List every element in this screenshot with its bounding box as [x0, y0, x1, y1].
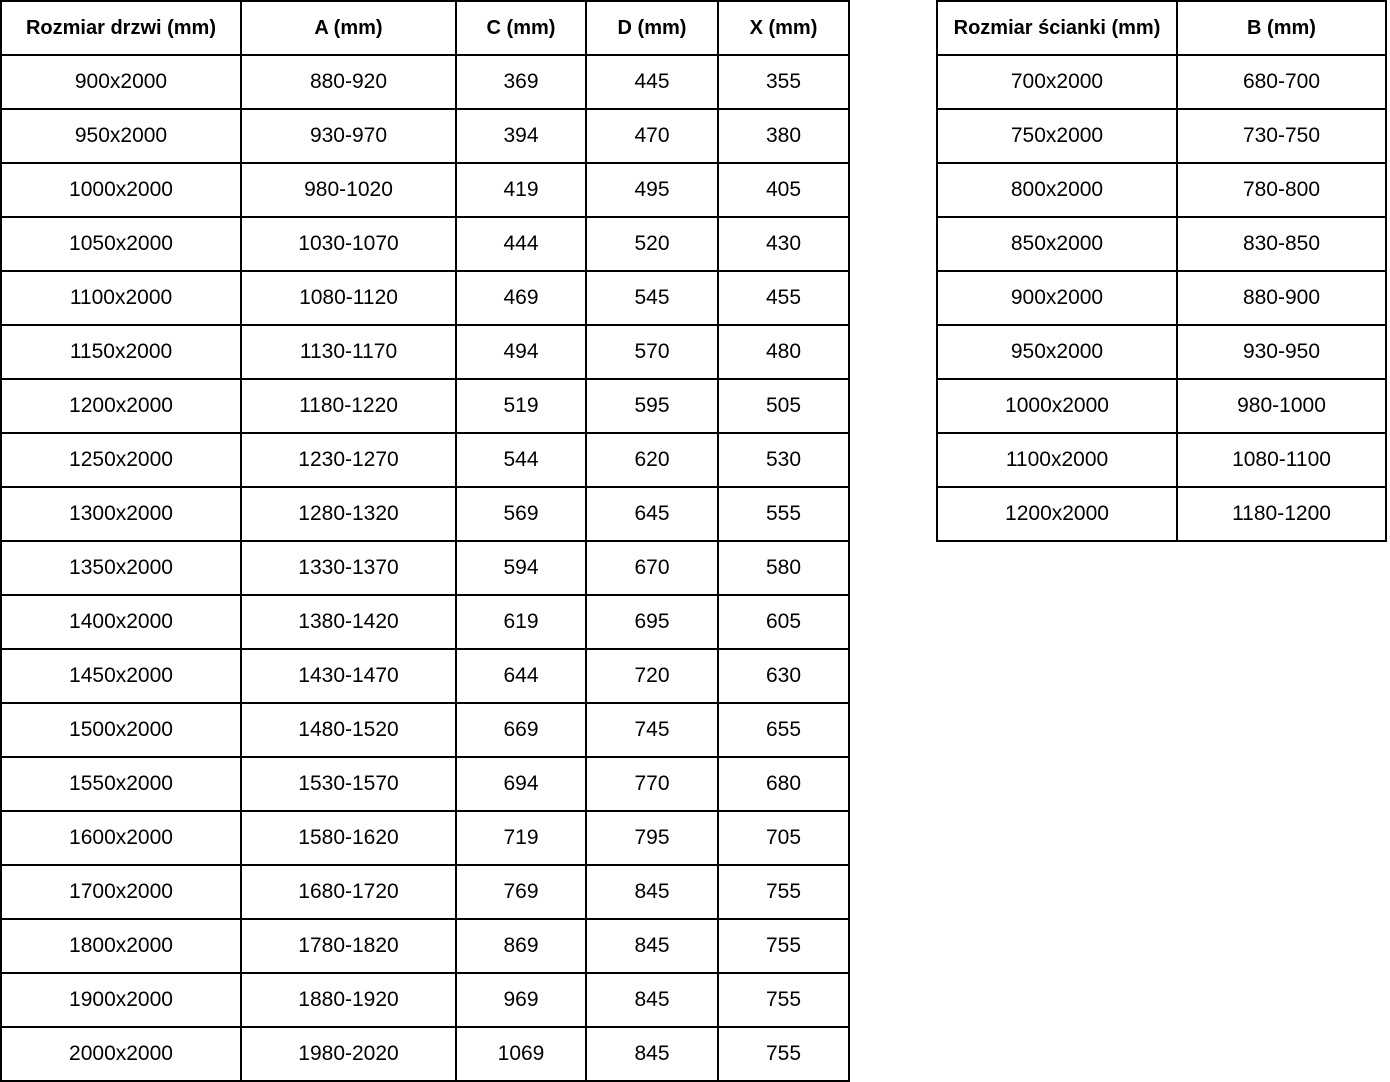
- table-cell: 880-900: [1177, 271, 1386, 325]
- table-cell: 655: [718, 703, 849, 757]
- table-cell: 595: [586, 379, 718, 433]
- table-cell: 1180-1200: [1177, 487, 1386, 541]
- table-cell: 930-970: [241, 109, 456, 163]
- table-cell: 519: [456, 379, 586, 433]
- table-cell: 605: [718, 595, 849, 649]
- table-cell: 1400x2000: [1, 595, 241, 649]
- table-cell: 730-750: [1177, 109, 1386, 163]
- table-cell: 869: [456, 919, 586, 973]
- table-cell: 645: [586, 487, 718, 541]
- table-cell: 669: [456, 703, 586, 757]
- table-row: [1, 271, 849, 325]
- table-cell: 769: [456, 865, 586, 919]
- table-row: [1, 163, 849, 217]
- table-cell: 544: [456, 433, 586, 487]
- table-row: [1, 325, 849, 379]
- table-cell: 1380-1420: [241, 595, 456, 649]
- table-cell: 1280-1320: [241, 487, 456, 541]
- column-header: B (mm): [1177, 1, 1386, 55]
- table-cell: 495: [586, 163, 718, 217]
- table-cell: 780-800: [1177, 163, 1386, 217]
- table-cell: 520: [586, 217, 718, 271]
- table-cell: 1700x2000: [1, 865, 241, 919]
- table-cell: 969: [456, 973, 586, 1027]
- table-row: [937, 55, 1386, 109]
- table-cell: 1100x2000: [937, 433, 1177, 487]
- table-row: [937, 325, 1386, 379]
- table-cell: 980-1020: [241, 163, 456, 217]
- table-cell: 480: [718, 325, 849, 379]
- table-cell: 545: [586, 271, 718, 325]
- table-row: [1, 865, 849, 919]
- table-cell: 795: [586, 811, 718, 865]
- table-cell: 755: [718, 865, 849, 919]
- wall-sizes-table: [936, 0, 1387, 542]
- table-cell: 1350x2000: [1, 541, 241, 595]
- table-cell: 1680-1720: [241, 865, 456, 919]
- table-cell: 505: [718, 379, 849, 433]
- table-cell: 900x2000: [1, 55, 241, 109]
- table-cell: 980-1000: [1177, 379, 1386, 433]
- table-cell: 494: [456, 325, 586, 379]
- table-row: [1, 649, 849, 703]
- table-row: [1, 973, 849, 1027]
- table-cell: 644: [456, 649, 586, 703]
- table-row: [1, 595, 849, 649]
- table-row: [937, 271, 1386, 325]
- table-cell: 950x2000: [1, 109, 241, 163]
- table-cell: 380: [718, 109, 849, 163]
- table-cell: 850x2000: [937, 217, 1177, 271]
- table-row: [1, 541, 849, 595]
- table-cell: 1000x2000: [937, 379, 1177, 433]
- table-cell: 800x2000: [937, 163, 1177, 217]
- table-cell: 2000x2000: [1, 1027, 241, 1081]
- table-cell: 430: [718, 217, 849, 271]
- table-row: [1, 433, 849, 487]
- table-row: [937, 433, 1386, 487]
- table-cell: 770: [586, 757, 718, 811]
- table-cell: 1450x2000: [1, 649, 241, 703]
- table-cell: 1200x2000: [937, 487, 1177, 541]
- table-cell: 830-850: [1177, 217, 1386, 271]
- table-row: [1, 919, 849, 973]
- table-row: [1, 487, 849, 541]
- table-cell: 950x2000: [937, 325, 1177, 379]
- table-cell: 719: [456, 811, 586, 865]
- table-cell: 845: [586, 865, 718, 919]
- table-cell: 1780-1820: [241, 919, 456, 973]
- column-header: X (mm): [718, 1, 849, 55]
- table-cell: 1200x2000: [1, 379, 241, 433]
- table-cell: 405: [718, 163, 849, 217]
- table-cell: 570: [586, 325, 718, 379]
- column-header: Rozmiar ścianki (mm): [937, 1, 1177, 55]
- table-cell: 1580-1620: [241, 811, 456, 865]
- table-cell: 394: [456, 109, 586, 163]
- table-row: [1, 757, 849, 811]
- header-row: [937, 1, 1386, 55]
- table-cell: 695: [586, 595, 718, 649]
- table-row: [1, 379, 849, 433]
- table-cell: 444: [456, 217, 586, 271]
- table-cell: 1600x2000: [1, 811, 241, 865]
- table-cell: 530: [718, 433, 849, 487]
- table-cell: 845: [586, 1027, 718, 1081]
- table-cell: 620: [586, 433, 718, 487]
- table-cell: 1800x2000: [1, 919, 241, 973]
- table-cell: 845: [586, 973, 718, 1027]
- table-cell: 700x2000: [937, 55, 1177, 109]
- table-cell: 455: [718, 271, 849, 325]
- table-cell: 694: [456, 757, 586, 811]
- table-row: [937, 379, 1386, 433]
- table-cell: 355: [718, 55, 849, 109]
- table-cell: 594: [456, 541, 586, 595]
- table-row: [1, 109, 849, 163]
- table-cell: 1480-1520: [241, 703, 456, 757]
- table-cell: 900x2000: [937, 271, 1177, 325]
- table-row: [937, 217, 1386, 271]
- header-row: [1, 1, 849, 55]
- table-cell: 845: [586, 919, 718, 973]
- table-cell: 1180-1220: [241, 379, 456, 433]
- table-cell: 1300x2000: [1, 487, 241, 541]
- table-cell: 580: [718, 541, 849, 595]
- table-cell: 569: [456, 487, 586, 541]
- table-cell: 555: [718, 487, 849, 541]
- table-cell: 1150x2000: [1, 325, 241, 379]
- table-cell: 755: [718, 973, 849, 1027]
- table-cell: 419: [456, 163, 586, 217]
- table-row: [937, 163, 1386, 217]
- table-cell: 705: [718, 811, 849, 865]
- table-cell: 1080-1120: [241, 271, 456, 325]
- table-cell: 755: [718, 919, 849, 973]
- table-cell: 930-950: [1177, 325, 1386, 379]
- table-cell: 1900x2000: [1, 973, 241, 1027]
- column-header: A (mm): [241, 1, 456, 55]
- table-cell: 680-700: [1177, 55, 1386, 109]
- table-cell: 1230-1270: [241, 433, 456, 487]
- table-cell: 445: [586, 55, 718, 109]
- table-cell: 1430-1470: [241, 649, 456, 703]
- table-cell: 755: [718, 1027, 849, 1081]
- table-row: [1, 703, 849, 757]
- table-row: [937, 487, 1386, 541]
- table-cell: 880-920: [241, 55, 456, 109]
- table-cell: 720: [586, 649, 718, 703]
- table-cell: 1330-1370: [241, 541, 456, 595]
- table-cell: 1050x2000: [1, 217, 241, 271]
- table-cell: 369: [456, 55, 586, 109]
- table-cell: 619: [456, 595, 586, 649]
- table-row: [1, 217, 849, 271]
- table-cell: 1130-1170: [241, 325, 456, 379]
- table-cell: 1550x2000: [1, 757, 241, 811]
- table-cell: 745: [586, 703, 718, 757]
- table-cell: 1980-2020: [241, 1027, 456, 1081]
- table-cell: 750x2000: [937, 109, 1177, 163]
- table-cell: 1100x2000: [1, 271, 241, 325]
- table-row: [1, 811, 849, 865]
- table-cell: 469: [456, 271, 586, 325]
- table-cell: 1530-1570: [241, 757, 456, 811]
- table-cell: 1080-1100: [1177, 433, 1386, 487]
- column-header: D (mm): [586, 1, 718, 55]
- table-cell: 1000x2000: [1, 163, 241, 217]
- table-row: [1, 1027, 849, 1081]
- column-header: Rozmiar drzwi (mm): [1, 1, 241, 55]
- table-row: [1, 55, 849, 109]
- table-cell: 680: [718, 757, 849, 811]
- table-cell: 1030-1070: [241, 217, 456, 271]
- table-cell: 1250x2000: [1, 433, 241, 487]
- table-row: [937, 109, 1386, 163]
- table-cell: 1880-1920: [241, 973, 456, 1027]
- table-cell: 670: [586, 541, 718, 595]
- table-cell: 630: [718, 649, 849, 703]
- column-header: C (mm): [456, 1, 586, 55]
- table-cell: 1069: [456, 1027, 586, 1081]
- table-cell: 1500x2000: [1, 703, 241, 757]
- table-cell: 470: [586, 109, 718, 163]
